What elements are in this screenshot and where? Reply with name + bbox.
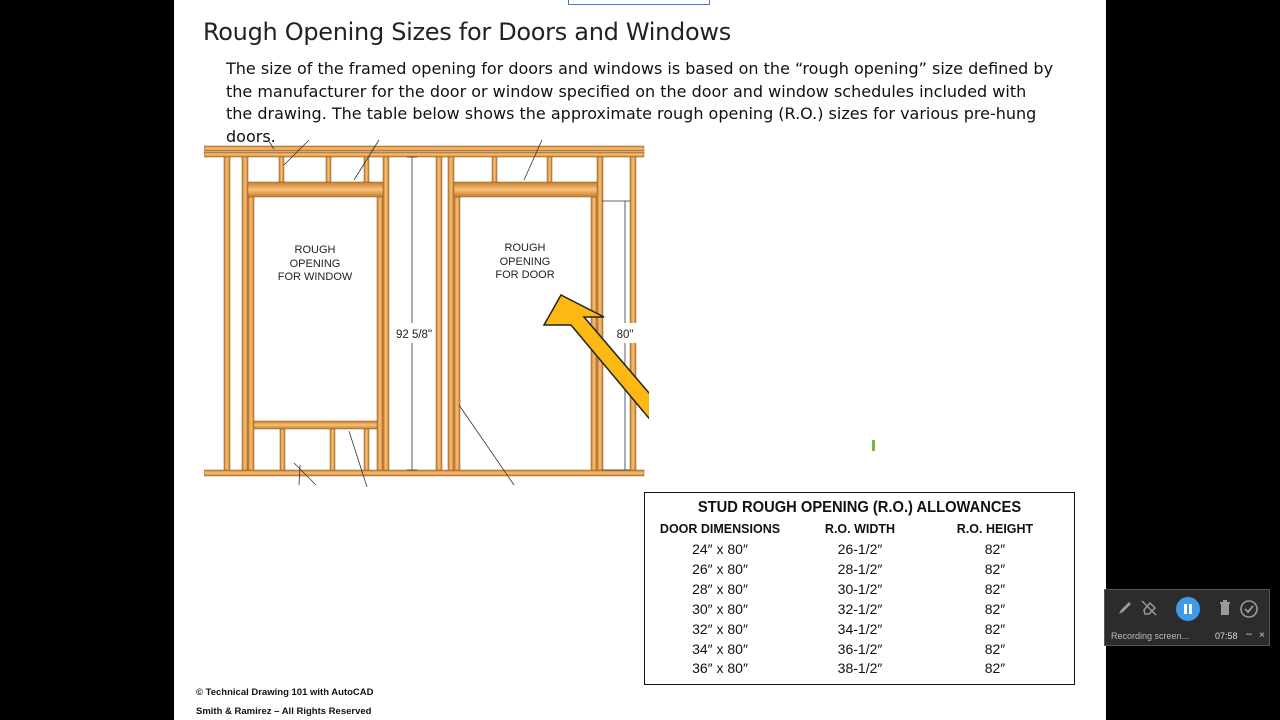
- recording-timer: 07:58: [1215, 631, 1238, 641]
- cell-width: 38-1/2″: [837, 660, 883, 676]
- cell-door: 32″ x 80″: [692, 621, 748, 637]
- wall-framing-diagram: [204, 135, 649, 490]
- pause-button[interactable]: [1176, 597, 1200, 621]
- dimension-left: 92 5/8": [395, 329, 433, 341]
- copyright-line-2: Smith & Ramirez – All Rights Reserved: [196, 706, 372, 717]
- cell-width: 30-1/2″: [837, 581, 883, 597]
- pen-icon[interactable]: [1115, 599, 1135, 619]
- window-label-line-3: FOR WINDOW: [277, 271, 353, 283]
- close-button[interactable]: ×: [1259, 630, 1265, 641]
- cell-height: 82″: [984, 621, 1006, 637]
- cell-width: 34-1/2″: [837, 621, 883, 637]
- copyright-line-1: © Technical Drawing 101 with AutoCAD: [196, 687, 374, 698]
- header-door-dimensions: DOOR DIMENSIONS: [659, 522, 781, 536]
- screen-recorder-panel: [1104, 589, 1270, 646]
- cell-height: 82″: [984, 541, 1006, 557]
- cursor-marker: [872, 440, 875, 451]
- table-title: STUD ROUGH OPENING (R.O.) ALLOWANCES: [697, 499, 1022, 516]
- copyright-notice: [196, 683, 374, 720]
- cell-height: 82″: [984, 641, 1006, 657]
- dimension-right: 80": [616, 329, 634, 341]
- cell-height: 82″: [984, 561, 1006, 577]
- slide-title: Rough Opening Sizes for Doors and Windows: [203, 18, 731, 46]
- header-ro-height: R.O. HEIGHT: [956, 522, 1034, 536]
- cell-height: 82″: [984, 601, 1006, 617]
- door-label-line-2: OPENING: [499, 256, 551, 268]
- ro-allowances-table: [644, 492, 1075, 685]
- slide-top-tab: [568, 0, 710, 5]
- cell-door: 30″ x 80″: [692, 601, 748, 617]
- door-label-line-3: FOR DOOR: [495, 269, 555, 281]
- minimize-button[interactable]: –: [1246, 628, 1253, 640]
- cell-door: 24″ x 80″: [692, 541, 748, 557]
- door-label-line-1: ROUGH: [504, 242, 546, 254]
- cell-width: 28-1/2″: [837, 561, 883, 577]
- slide: [174, 0, 1106, 720]
- eraser-icon[interactable]: [1139, 599, 1159, 619]
- slide-body-text: The size of the framed opening for doors and windows is based on the “rough opening” size defined by the manufacturer for the door or window specified on the door and window schedules included with the drawing. The table below shows the approximate rough opening (R.O.) sizes for various pre-hung doors.: [226, 59, 1054, 146]
- cell-door: 34″ x 80″: [692, 641, 748, 657]
- recording-status: Recording screen...: [1111, 631, 1190, 641]
- cell-height: 82″: [984, 581, 1006, 597]
- window-label-line-2: OPENING: [289, 258, 341, 270]
- trash-icon[interactable]: [1215, 599, 1235, 619]
- header-ro-width: R.O. WIDTH: [824, 522, 896, 536]
- cell-height: 82″: [984, 660, 1006, 676]
- window-label-line-1: ROUGH: [294, 244, 336, 256]
- cell-width: 32-1/2″: [837, 601, 883, 617]
- cell-door: 28″ x 80″: [692, 581, 748, 597]
- cell-door: 26″ x 80″: [692, 561, 748, 577]
- check-icon[interactable]: [1239, 599, 1259, 619]
- cell-door: 36″ x 80″: [692, 660, 748, 676]
- cell-width: 26-1/2″: [837, 541, 883, 557]
- cell-width: 36-1/2″: [837, 641, 883, 657]
